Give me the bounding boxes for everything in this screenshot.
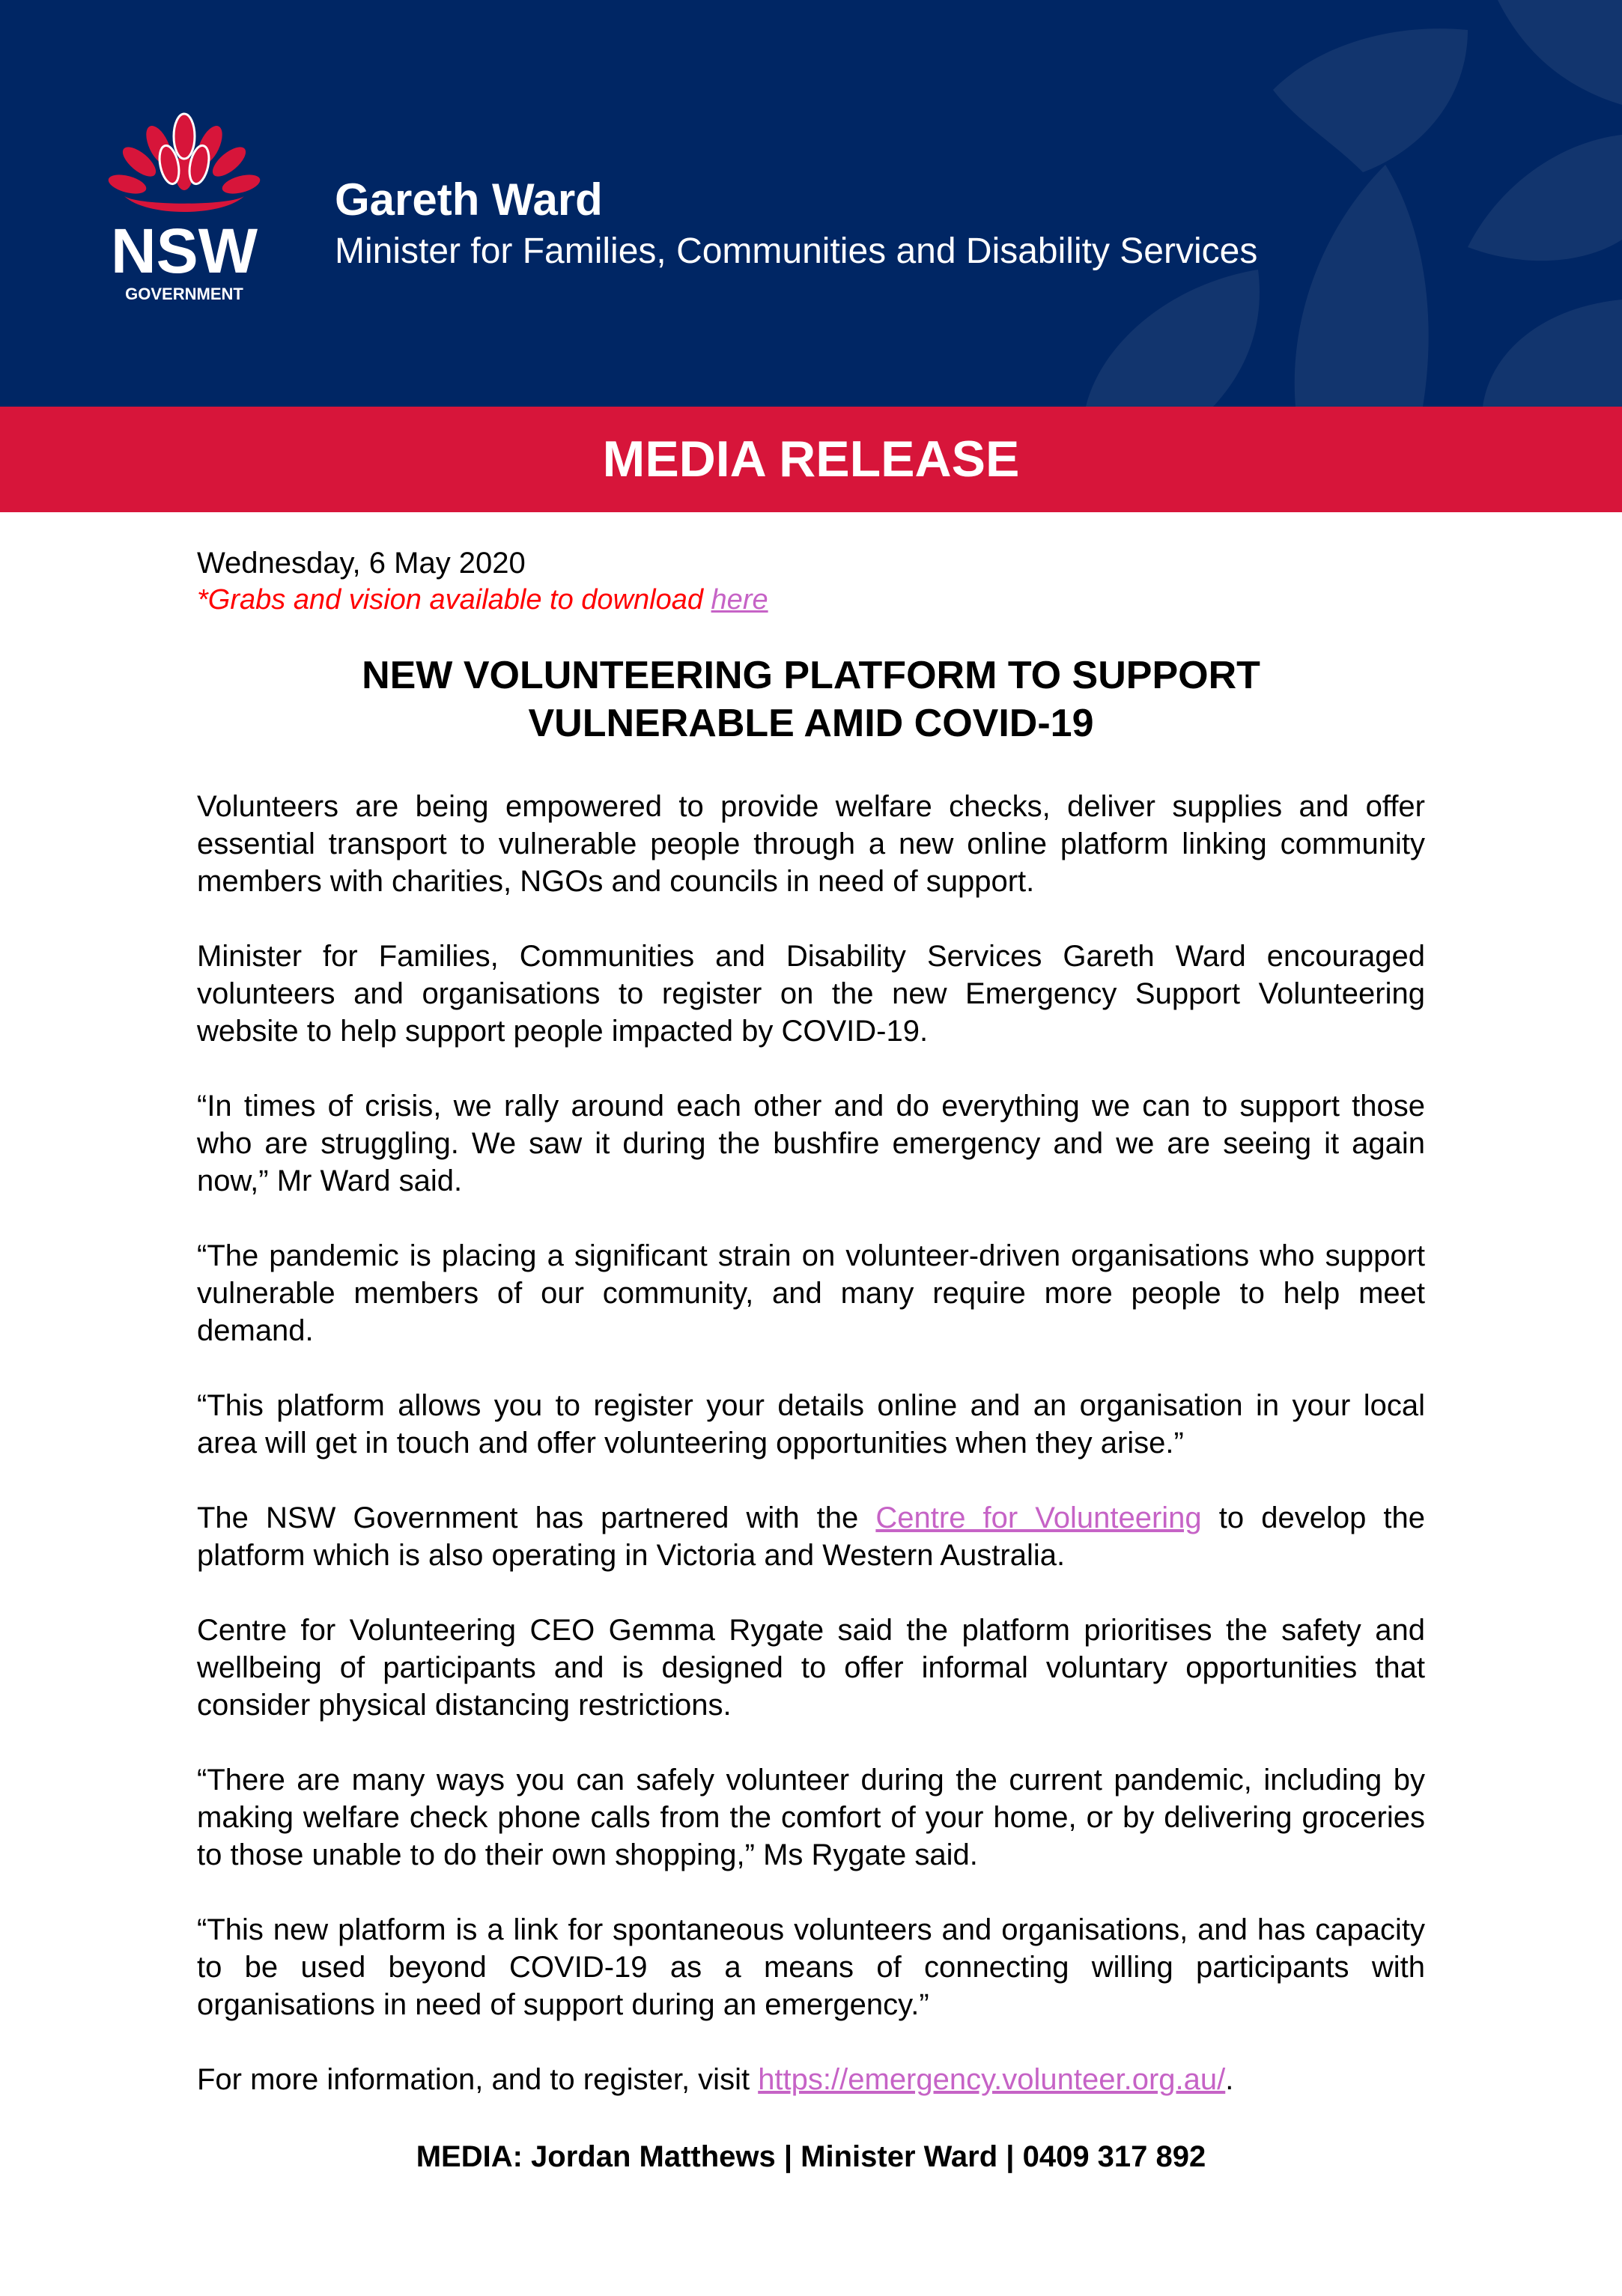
paragraph-10-text-after: .	[1225, 2063, 1234, 2096]
headline-line-1: NEW VOLUNTEERING PLATFORM TO SUPPORT	[362, 654, 1260, 697]
paragraph-6-text-before: The NSW Government has partnered with the	[197, 1501, 876, 1534]
nsw-government-logo	[94, 112, 274, 307]
grabs-text: *Grabs and vision available to download	[197, 584, 711, 616]
paragraph-7: Centre for Volunteering CEO Gemma Rygate said the platform prioritises the safety and wellbeing of participants and is designed to offer informal voluntary opportunities that consider physical distancing restrictions.	[197, 1614, 1425, 1722]
headline	[197, 652, 1425, 747]
paragraph-10	[197, 2061, 1425, 2098]
media-release-label: MEDIA RELEASE	[602, 431, 1020, 488]
paragraph-1: Volunteers are being empowered to provide welfare checks, deliver supplies and offer essential transport to vulnerable people through a new online platform linking community members with charities, NGOs and councils in need of support.	[197, 790, 1425, 898]
media-contact: MEDIA: Jordan Matthews | Minister Ward | 0409 317 892	[416, 2140, 1206, 2173]
paragraph-6	[197, 1499, 1425, 1574]
minister-name: Gareth Ward	[335, 174, 603, 225]
paragraph-5: “This platform allows you to register your details online and an organisation in your local area will get in touch and offer volunteering opportunities when they arise.”	[197, 1389, 1425, 1460]
paragraph-4: “The pandemic is placing a significant strain on volunteer-driven organisations who support vulnerable members of our community, and many require more people to help meet demand.	[197, 1239, 1425, 1347]
centre-for-volunteering-link[interactable]: Centre for Volunteering	[875, 1501, 1202, 1534]
paragraph-10-text-before: For more information, and to register, visit	[197, 2063, 759, 2096]
paragraph-8: “There are many ways you can safely volunteer during the current pandemic, including by making welfare check phone calls from the comfort of your home, or by delivering groceries to those unable to do their own shopping,” Ms Rygate said.	[197, 1764, 1425, 1871]
logo-subtext: GOVERNMENT	[125, 285, 243, 303]
release-date: Wednesday, 6 May 2020	[197, 547, 526, 580]
article-body	[197, 788, 1425, 2136]
logo-text: NSW	[111, 216, 258, 286]
paragraph-9: “This new platform is a link for spontaneous volunteers and organisations, and has capacity to be used beyond COVID-19 as a means of connecting willing participants with organisations in need of support during an emergency.”	[197, 1913, 1425, 2021]
media-release-banner	[0, 407, 1622, 512]
paragraph-3: “In times of crisis, we rally around each other and do everything we can to support those who are struggling. We saw it during the bushfire emergency and we are seeing it again now,” Mr Ward said.	[197, 1090, 1425, 1197]
grabs-download-link[interactable]: here	[711, 584, 768, 616]
grabs-notice	[197, 584, 768, 616]
headline-line-2: VULNERABLE AMID COVID-19	[528, 702, 1094, 745]
paragraph-2: Minister for Families, Communities and Disability Services Gareth Ward encouraged volunteers and organisations to register on the new Emergency Support Volunteering website to help support people impacted by COVID-19.	[197, 940, 1425, 1048]
minister-title: Minister for Families, Communities and Disability Services	[335, 231, 1258, 271]
emergency-volunteer-link[interactable]: https://emergency.volunteer.org.au/	[758, 2063, 1226, 2096]
header-banner	[0, 0, 1622, 407]
paragraph-6-text-after: to develop the platform which is also operating in Victoria and Western Australia.	[197, 1501, 1426, 1572]
